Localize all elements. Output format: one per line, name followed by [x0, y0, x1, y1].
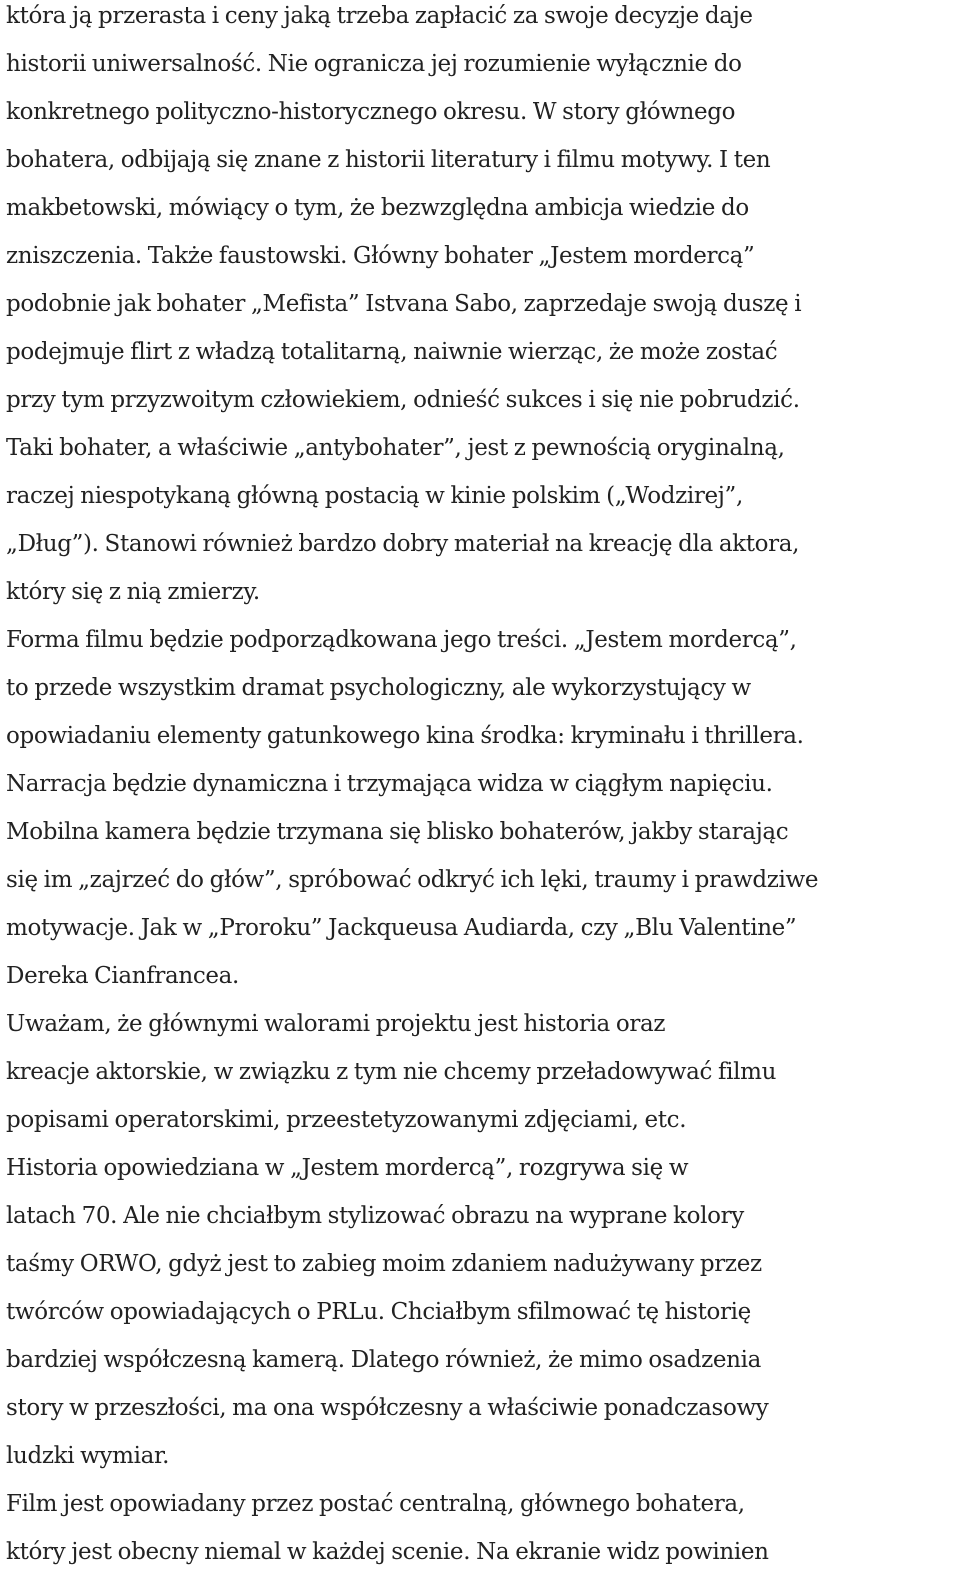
- text-line: Mobilna kamera będzie trzymana się blisko bohaterów, jakby starając: [6, 819, 789, 845]
- text-line: opowiadaniu elementy gatunkowego kina środka: kryminału i thrillera.: [6, 723, 804, 749]
- text-line: twórców opowiadających o PRLu. Chciałbym sfilmować tę historię: [6, 1299, 751, 1325]
- text-line: „Dług”). Stanowi również bardzo dobry materiał na kreację dla aktora,: [6, 531, 800, 557]
- text-line: story w przeszłości, ma ona współczesny a właściwie ponadczasowy: [6, 1395, 769, 1421]
- text-line: który jest obecny niemal w każdej scenie. Na ekranie widz powinien: [6, 1539, 769, 1565]
- text-line: podobnie jak bohater „Mefista” Istvana Sabo, zaprzedaje swoją duszę i: [6, 291, 802, 317]
- text-line: podejmuje flirt z władzą totalitarną, naiwnie wierząc, że może zostać: [6, 339, 778, 365]
- text-line: makbetowski, mówiący o tym, że bezwzględna ambicja wiedzie do: [6, 195, 749, 221]
- text-line: przy tym przyzwoitym człowiekiem, odnieść sukces i się nie pobrudzić.: [6, 387, 800, 413]
- text-line: raczej niespotykaną główną postacią w kinie polskim („Wodzirej”,: [6, 483, 743, 509]
- text-line: taśmy ORWO, gdyż jest to zabieg moim zdaniem nadużywany przez: [6, 1251, 762, 1277]
- text-line: Forma filmu będzie podporządkowana jego treści. „Jestem mordercą”,: [6, 627, 797, 653]
- text-line: to przede wszystkim dramat psychologiczny, ale wykorzystujący w: [6, 675, 751, 701]
- text-line: Dereka Cianfrancea.: [6, 963, 239, 989]
- text-line: Taki bohater, a właściwie „antybohater”, jest z pewnością oryginalną,: [6, 435, 785, 461]
- text-line: latach 70. Ale nie chciałbym stylizować obrazu na wyprane kolory: [6, 1203, 744, 1229]
- text-line: ludzki wymiar.: [6, 1443, 170, 1469]
- text-line: się im „zajrzeć do głów”, spróbować odkryć ich lęki, traumy i prawdziwe: [6, 867, 819, 893]
- text-line: Narracja będzie dynamiczna i trzymająca widza w ciągłym napięciu.: [6, 771, 773, 797]
- text-line: który się z nią zmierzy.: [6, 579, 260, 605]
- text-line: motywacje. Jak w „Proroku” Jackqueusa Audiarda, czy „Blu Valentine”: [6, 915, 797, 941]
- text-line: konkretnego polityczno-historycznego okresu. W story głównego: [6, 99, 736, 125]
- text-line: kreacje aktorskie, w związku z tym nie chcemy przeładowywać filmu: [6, 1059, 777, 1085]
- text-line: Historia opowiedziana w „Jestem mordercą”, rozgrywa się w: [6, 1155, 689, 1181]
- text-line: bardziej współczesną kamerą. Dlatego również, że mimo osadzenia: [6, 1347, 761, 1373]
- text-line: Uważam, że głównymi walorami projektu jest historia oraz: [6, 1011, 666, 1037]
- text-line: Film jest opowiadany przez postać centralną, głównego bohatera,: [6, 1491, 745, 1517]
- text-line: zniszczenia. Także faustowski. Główny bohater „Jestem mordercą”: [6, 243, 755, 269]
- text-line: która ją przerasta i ceny jaką trzeba zapłacić za swoje decyzje daje: [6, 3, 753, 29]
- text-line: popisami operatorskimi, przeestetyzowanymi zdjęciami, etc.: [6, 1107, 687, 1133]
- text-line: bohatera, odbijają się znane z historii literatury i filmu motywy. I ten: [6, 147, 771, 173]
- text-line: historii uniwersalność. Nie ogranicza jej rozumienie wyłącznie do: [6, 51, 742, 77]
